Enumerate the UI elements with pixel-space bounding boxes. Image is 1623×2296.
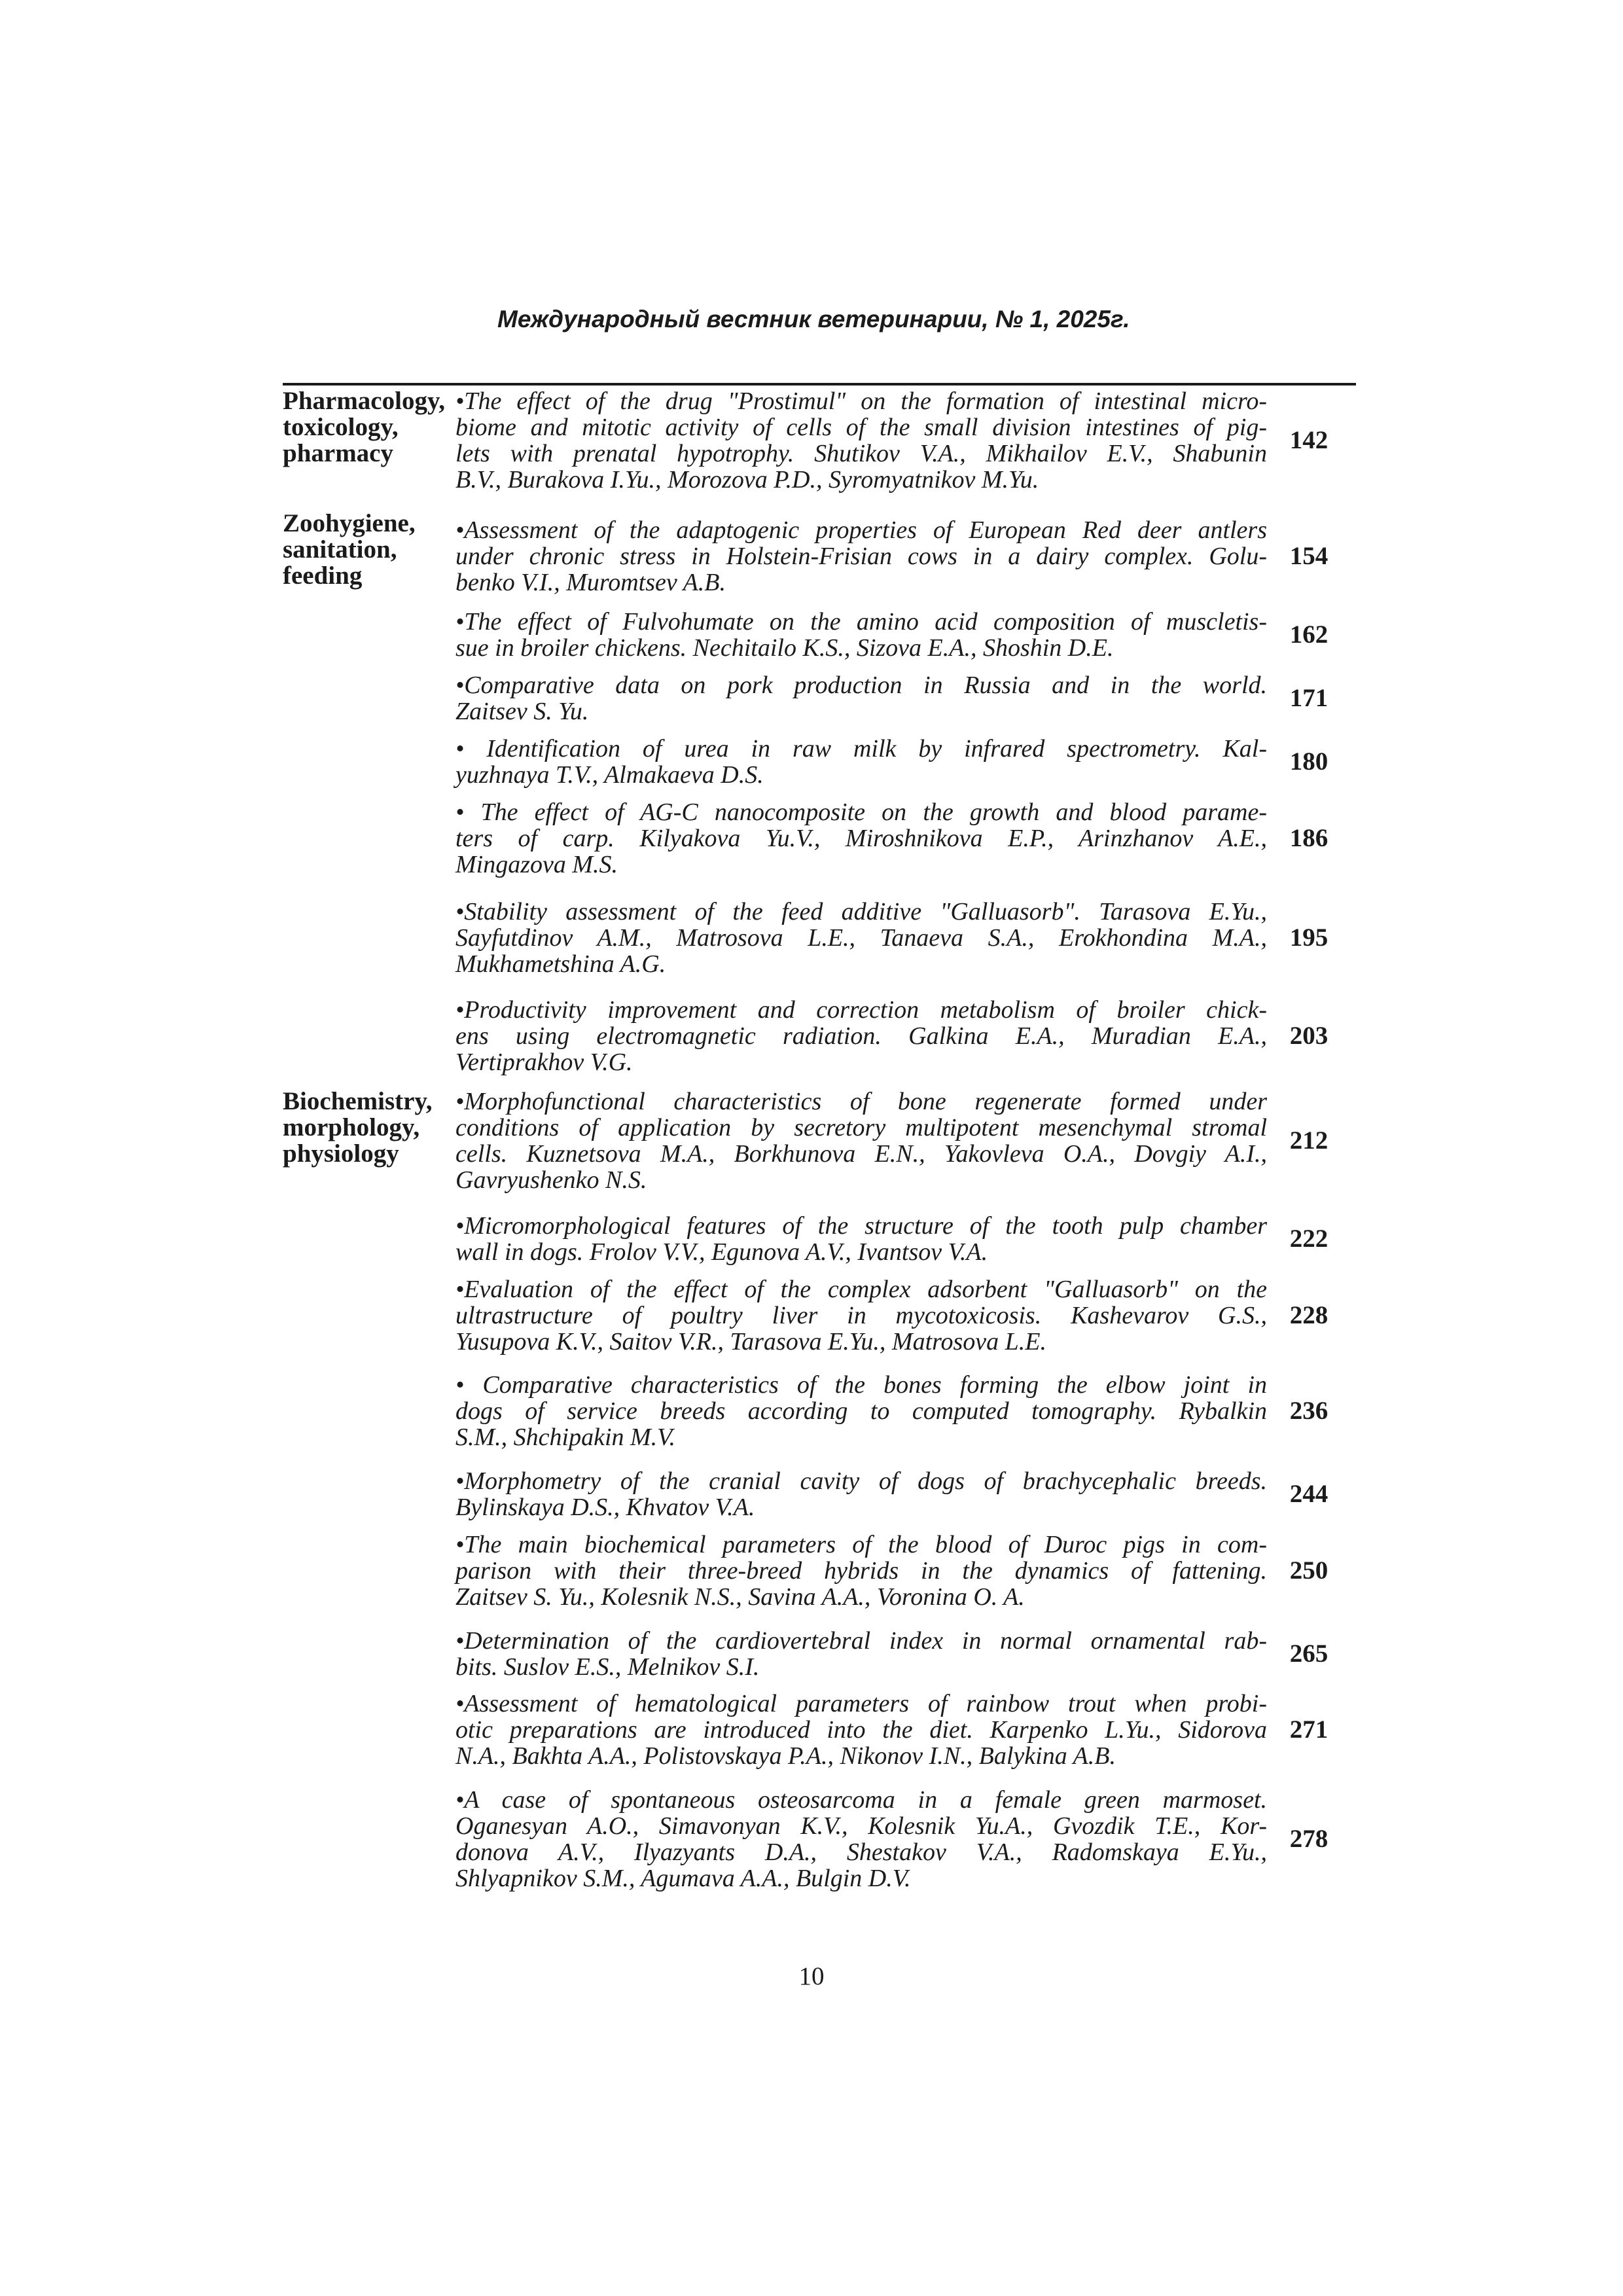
- entry-page-number: 244: [1289, 1480, 1329, 1508]
- entry-line: S.M., Shchipakin M.V.: [455, 1424, 675, 1451]
- entry-text: [455, 1088, 1267, 1193]
- entry-line: •Determination of the cardiovertebral index in normal ornamental rab-: [455, 1627, 1267, 1655]
- running-title: Международный вестник ветеринарии, № 1, 2025г.: [497, 306, 1130, 332]
- entry-line: •Morphometry of the cranial cavity of dogs of brachycephalic breeds.: [455, 1467, 1267, 1495]
- entry-line: cells. Kuznetsova M.A., Borkhunova E.N., Yakovleva O.A., Dovgiy A.I.,: [455, 1140, 1267, 1168]
- entry-line: ters of carp. Kilyakova Yu.V., Miroshnikova E.P., Arinzhanov A.E.,: [455, 825, 1267, 852]
- entry-line: Zaitsev S. Yu.: [455, 698, 589, 725]
- contents-entry: [455, 1691, 1267, 1769]
- entry-line: Sayfutdinov A.M., Matrosova L.E., Tanaeva S.A., Erokhondina M.A.,: [455, 924, 1267, 952]
- entry-line: •Morphofunctional characteristics of bone regenerate formed under: [455, 1088, 1267, 1115]
- section-heading: [283, 388, 445, 467]
- contents-entry: [455, 388, 1267, 493]
- entry-line: •Comparative data on pork production in Russia and in the world.: [455, 672, 1267, 699]
- entry-line: Yusupova K.V., Saitov V.R., Tarasova E.Yu., Matrosova L.E.: [455, 1328, 1047, 1355]
- entry-page-number: 186: [1289, 824, 1329, 852]
- entry-text: [455, 997, 1267, 1075]
- entry-line: Zaitsev S. Yu., Kolesnik N.S., Savina A.A., Voronina O. A.: [455, 1583, 1025, 1611]
- contents-entry: [455, 799, 1267, 878]
- entry-line: conditions of application by secretory multipotent mesenchymal stromal: [455, 1114, 1267, 1141]
- entry-text: [455, 517, 1267, 596]
- entry-page-number: 278: [1289, 1825, 1329, 1853]
- entry-line: bits. Suslov E.S., Melnikov S.I.: [455, 1653, 760, 1681]
- entry-line: •Evaluation of the effect of the complex adsorbent "Galluasorb" on the: [455, 1276, 1267, 1303]
- entry-line: •Assessment of hematological parameters of rainbow trout when probi-: [455, 1690, 1267, 1717]
- contents-entry: [455, 1628, 1267, 1680]
- entry-page-number: 180: [1289, 747, 1329, 776]
- entry-text: [455, 1532, 1267, 1610]
- section-heading-line: sanitation,: [283, 535, 397, 564]
- entry-page-number: 250: [1289, 1556, 1329, 1585]
- entry-line: donova A.V., Ilyazyants D.A., Shestakov V.A., Radomskaya E.Yu.,: [455, 1839, 1267, 1866]
- section-heading-line: feeding: [283, 562, 363, 590]
- entry-page-number: 171: [1289, 684, 1329, 712]
- entry-line: Mingazova M.S.: [455, 851, 618, 878]
- entry-line: B.V., Burakova I.Yu., Morozova P.D., Syromyatnikov M.Yu.: [455, 466, 1039, 493]
- entry-line: Bylinskaya D.S., Khvatov V.A.: [455, 1494, 755, 1521]
- entry-text: [455, 1213, 1267, 1265]
- entry-text: [455, 609, 1267, 661]
- entry-text: [455, 672, 1267, 725]
- entry-text: [455, 1372, 1267, 1450]
- entry-line: N.A., Bakhta A.A., Polistovskaya P.A., Nikonov I.N., Balykina A.B.: [455, 1742, 1116, 1770]
- section-heading: [283, 1088, 433, 1167]
- section-heading-line: toxicology,: [283, 413, 399, 441]
- section-heading-line: Zoohygiene,: [283, 509, 416, 537]
- contents-entry: [455, 1468, 1267, 1520]
- contents-entry: [455, 1276, 1267, 1355]
- entry-text: [455, 1628, 1267, 1680]
- contents-entry: [455, 1088, 1267, 1193]
- section-heading-line: pharmacy: [283, 439, 393, 467]
- page-number: 10: [798, 1962, 825, 1990]
- entry-line: Mukhametshina A.G.: [455, 950, 666, 978]
- entry-text: [455, 1276, 1267, 1355]
- entry-text: [455, 388, 1267, 493]
- entry-text: [455, 1691, 1267, 1769]
- entry-text: [455, 1787, 1267, 1892]
- contents-entry: [455, 517, 1267, 596]
- section-heading: [283, 511, 416, 589]
- entry-line: •A case of spontaneous osteosarcoma in a female green marmoset.: [455, 1786, 1267, 1814]
- contents-entry: [455, 672, 1267, 725]
- contents-entry: [455, 736, 1267, 788]
- section-heading-line: Pharmacology,: [283, 387, 446, 415]
- entry-line: •The main biochemical parameters of the blood of Duroc pigs in com-: [455, 1531, 1267, 1558]
- entry-line: Shlyapnikov S.M., Agumava A.A., Bulgin D.V.: [455, 1865, 911, 1892]
- contents-entry: [455, 1532, 1267, 1610]
- entry-line: • The effect of AG-C nanocomposite on the growth and blood parame-: [455, 798, 1267, 826]
- entry-page-number: 228: [1289, 1301, 1329, 1329]
- entry-line: otic preparations are introduced into the diet. Karpenko L.Yu., Sidorova: [455, 1716, 1267, 1744]
- entry-text: [455, 736, 1267, 788]
- entry-line: yuzhnaya T.V., Almakaeva D.S.: [455, 761, 764, 789]
- section-heading-line: Biochemistry,: [283, 1087, 433, 1115]
- entry-line: biome and mitotic activity of cells of the small division intestines of pig-: [455, 414, 1267, 441]
- entry-text: [455, 1468, 1267, 1520]
- entry-line: ens using electromagnetic radiation. Galkina E.A., Muradian E.A.,: [455, 1022, 1267, 1050]
- entry-line: ultrastructure of poultry liver in mycotoxicosis. Kashevarov G.S.,: [455, 1302, 1267, 1329]
- entry-line: sue in broiler chickens. Nechitailo K.S., Sizova E.A., Shoshin D.E.: [455, 634, 1114, 662]
- entry-line: Gavryushenko N.S.: [455, 1166, 647, 1194]
- entry-page-number: 212: [1289, 1126, 1329, 1155]
- header-rule: [283, 383, 1356, 386]
- entry-line: •Micromorphological features of the structure of the tooth pulp chamber: [455, 1212, 1267, 1240]
- entry-line: •Stability assessment of the feed additive "Galluasorb". Tarasova E.Yu.,: [455, 898, 1267, 925]
- entry-line: •Assessment of the adaptogenic properties of European Red deer antlers: [455, 516, 1267, 544]
- entry-page-number: 154: [1289, 542, 1329, 570]
- entry-line: benko V.I., Muromtsev A.B.: [455, 569, 726, 596]
- contents-entry: [455, 1787, 1267, 1892]
- entry-page-number: 236: [1289, 1397, 1329, 1425]
- contents-entry: [455, 609, 1267, 661]
- contents-entry: [455, 997, 1267, 1075]
- entry-page-number: 271: [1289, 1715, 1329, 1744]
- entry-line: •The effect of the drug "Prostimul" on the formation of intestinal micro-: [455, 387, 1267, 415]
- contents-entry: [455, 1213, 1267, 1265]
- contents-entry: [455, 1372, 1267, 1450]
- entry-line: parison with their three-breed hybrids in the dynamics of fattening.: [455, 1557, 1267, 1585]
- entry-line: • Identification of urea in raw milk by infrared spectrometry. Kal-: [455, 735, 1267, 762]
- entry-line: under chronic stress in Holstein-Frisian cows in a dairy complex. Golu-: [455, 543, 1267, 570]
- section-heading-line: morphology,: [283, 1113, 420, 1141]
- entry-text: [455, 799, 1267, 878]
- entry-line: wall in dogs. Frolov V.V., Egunova A.V., Ivantsov V.A.: [455, 1238, 988, 1266]
- entry-line: •The effect of Fulvohumate on the amino acid composition of muscletis-: [455, 608, 1267, 636]
- entry-line: •Productivity improvement and correction metabolism of broiler chick-: [455, 996, 1267, 1024]
- entry-page-number: 265: [1289, 1640, 1329, 1668]
- entry-line: lets with prenatal hypotrophy. Shutikov V.A., Mikhailov E.V., Shabunin: [455, 440, 1267, 467]
- entry-line: • Comparative characteristics of the bones forming the elbow joint in: [455, 1371, 1267, 1399]
- contents-entry: [455, 899, 1267, 977]
- entry-page-number: 195: [1289, 924, 1329, 952]
- entry-page-number: 142: [1289, 426, 1329, 454]
- section-heading-line: physiology: [283, 1139, 399, 1168]
- entry-line: Oganesyan A.O., Simavonyan K.V., Kolesnik Yu.A., Gvozdik T.E., Kor-: [455, 1812, 1267, 1840]
- entry-page-number: 203: [1289, 1022, 1329, 1050]
- entry-line: dogs of service breeds according to computed tomography. Rybalkin: [455, 1397, 1267, 1425]
- entry-page-number: 162: [1289, 620, 1329, 649]
- entry-page-number: 222: [1289, 1225, 1329, 1253]
- entry-line: Vertiprakhov V.G.: [455, 1049, 633, 1076]
- entry-text: [455, 899, 1267, 977]
